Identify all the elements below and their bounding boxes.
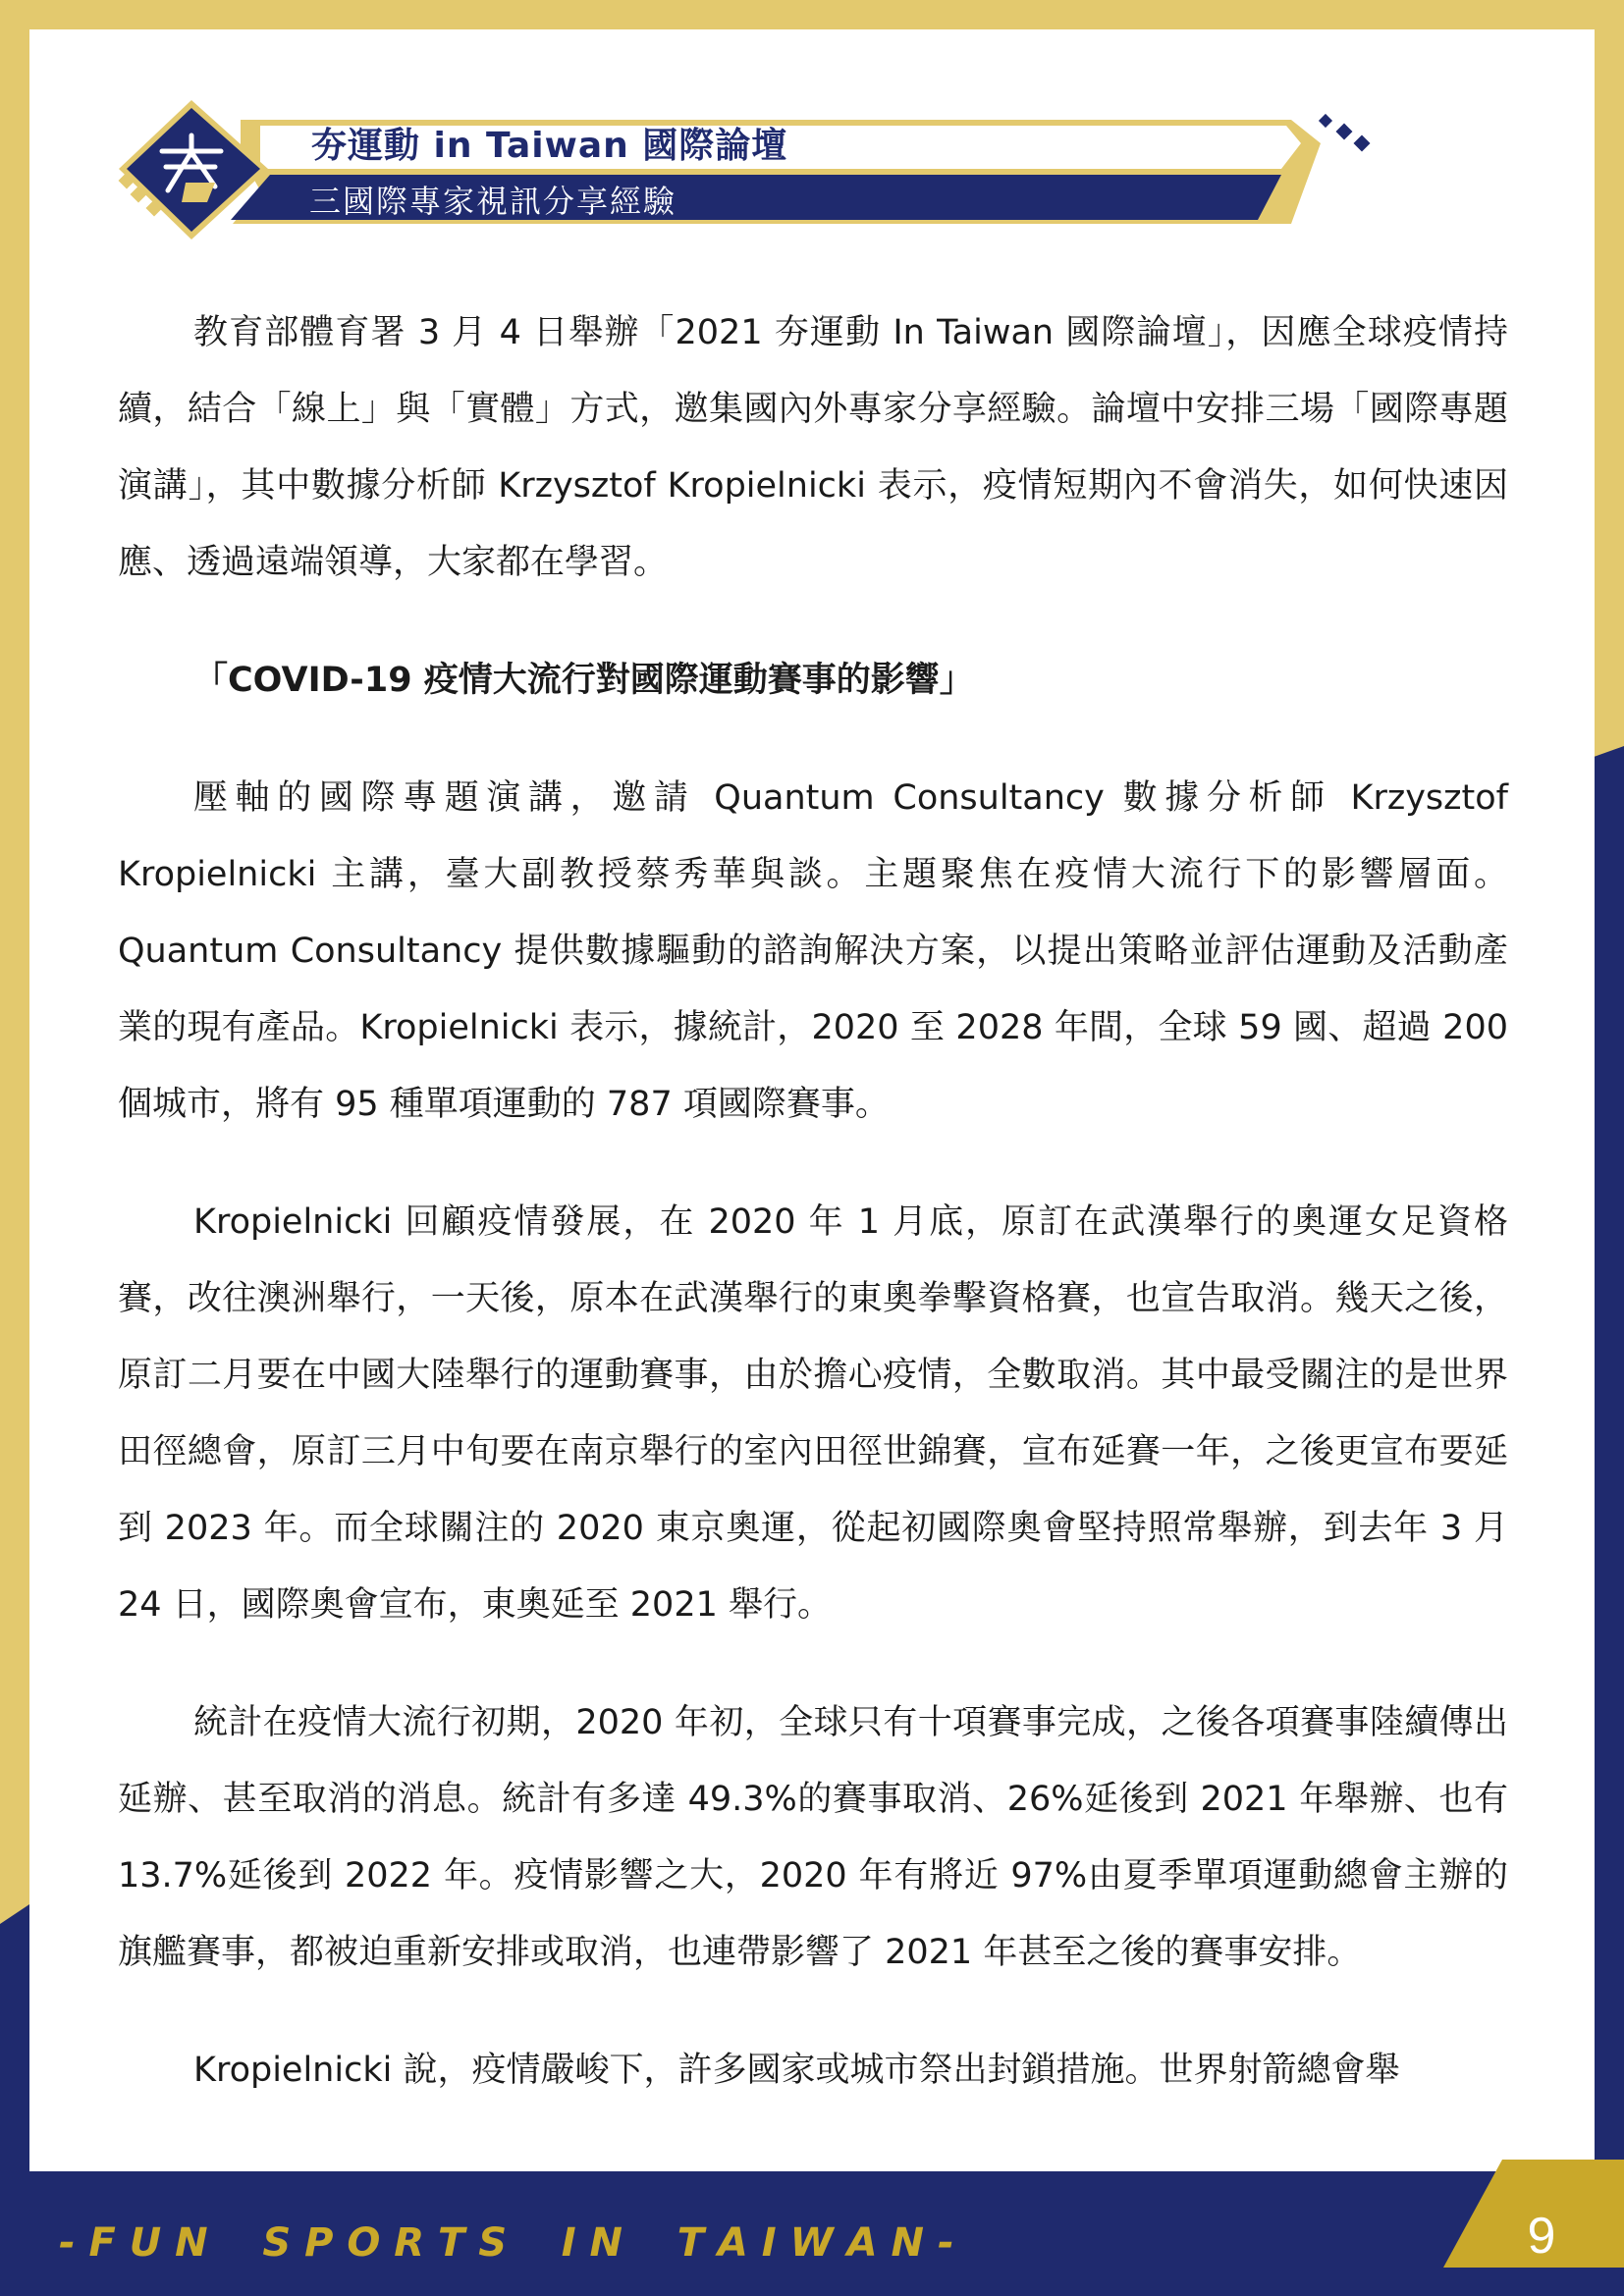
- page-number: 9: [1527, 2208, 1556, 2265]
- header-subtitle: 三國際專家視訊分享經驗: [309, 183, 677, 220]
- section-header: [113, 96, 1380, 243]
- paragraph-intro: 教育部體育署 3 月 4 日舉辦「2021 夯運動 In Taiwan 國際論壇」，因應全球疫情持續，結合「線上」與「實體」方式，邀集國內外專家分享經驗。論壇中安排三場「國際專題演講」，其中數據分析師 Krzysztof Kropielnicki 表示，疫情短期內不會消失，如何快速因應、透過遠端領導，大家都在學習。: [118, 313, 1508, 582]
- footer-tagline: - F U N S P O R T S I N T A I W A N -: [59, 2220, 954, 2266]
- section-heading: 「COVID-19 疫情大流行對國際運動賽事的影響」: [193, 661, 974, 700]
- paragraph-statistics: 統計在疫情大流行初期，2020 年初，全球只有十項賽事完成，之後各項賽事陸續傳出延辦、甚至取消的消息。統計有多達 49.3%的賽事取消、26%延後到 2021 年舉辦、也有 13.7%延後到 2022 年。疫情影響之大，2020 年有將近 97%由夏季單項運動總會主辦的旗艦賽事，都被迫重新安排或取消，也連帶影響了 2021 年甚至之後的賽事安排。: [118, 1703, 1508, 1972]
- paragraph-timeline: Kropielnicki 回顧疫情發展，在 2020 年 1 月底，原訂在武漢舉行的奧運女足資格賽，改往澳洲舉行，一天後，原本在武漢舉行的東奧拳擊資格賽，也宣告取消。幾天之後，原訂二月要在中國大陸舉行的運動賽事，由於擔心疫情，全數取消。其中最受關注的是世界田徑總會，原訂三月中旬要在南京舉行的室內田徑世錦賽，宣布延賽一年，之後更宣布要延到 2023 年。而全球關注的 2020 東京奧運，從起初國際奧會堅持照常舉辦，到去年 3 月 24 日，國際奧會宣布，東奧延至 2021 舉行。: [118, 1202, 1508, 1625]
- paragraph-lockdown: Kropielnicki 說，疫情嚴峻下，許多國家或城市祭出封鎖措施。世界射箭總會舉: [193, 2051, 1400, 2090]
- paragraph-keynote: 壓軸的國際專題演講，邀請 Quantum Consultancy 數據分析師 Krzysztof Kropielnicki 主講，臺大副教授蔡秀華與談。主題聚焦在疫情大流行下的影響層面。Quantum Consultancy 提供數據驅動的諮詢解決方案，以提出策略並評估運動及活動產業的現有產品。Kropielnicki 表示，據統計，2020 至 2028 年間，全球 59 國、超過 200 個城市，將有 95 種單項運動的 787 項國際賽事。: [118, 778, 1508, 1124]
- article-body: [118, 294, 1508, 2150]
- header-title: 夯運動 in Taiwan 國際論壇: [311, 126, 788, 166]
